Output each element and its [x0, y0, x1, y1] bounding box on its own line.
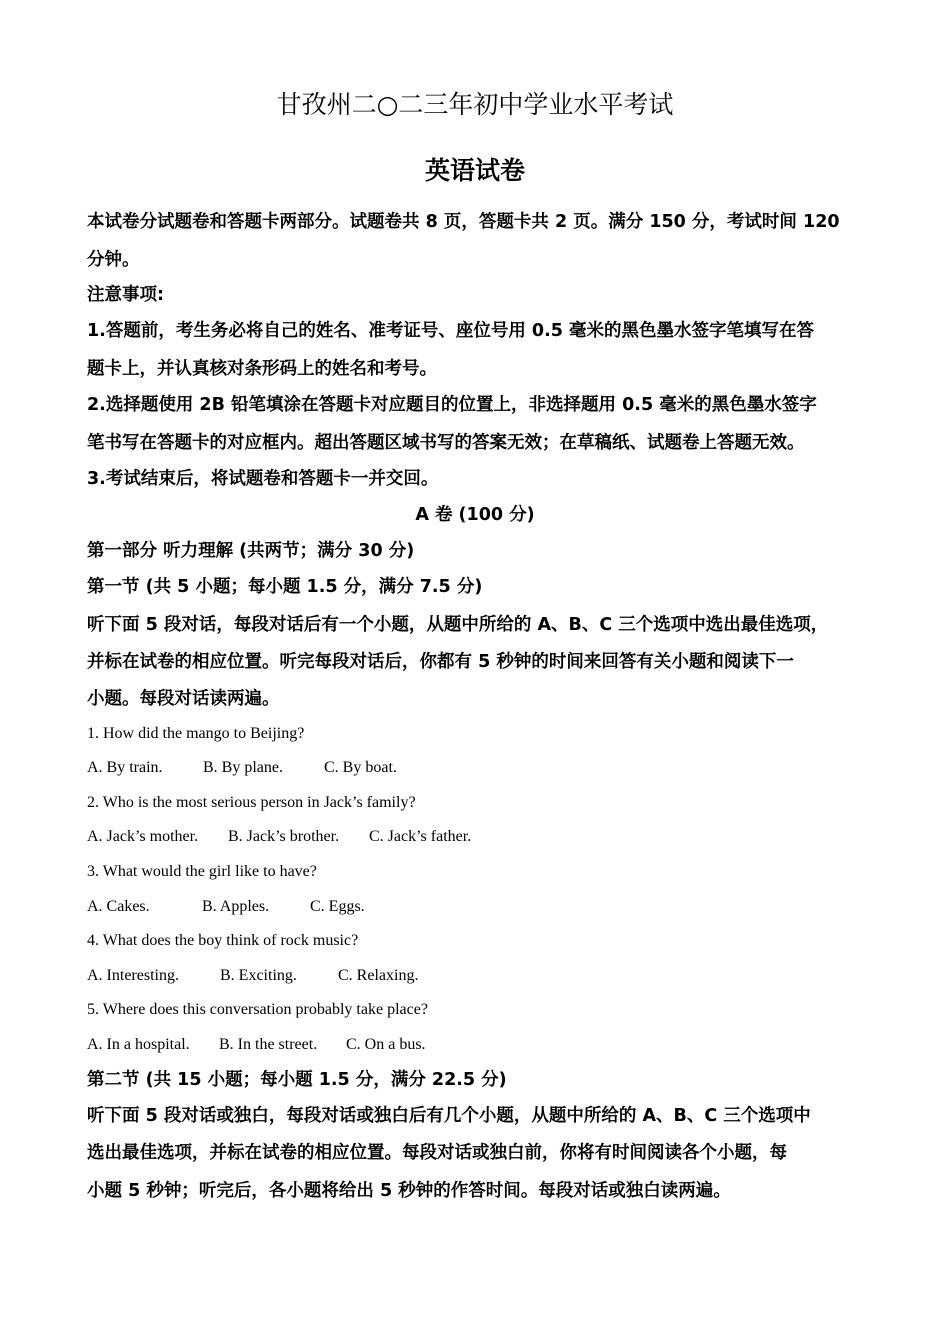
- section2-instruction: 听下面 5 段对话或独白，每段对话或独白后有几个小题，从题中所给的 A、B、C 三个选项中: [87, 1106, 811, 1126]
- section1-instruction: 听下面 5 段对话，每段对话后有一个小题，从题中所给的 A、B、C 三个选项中选出最佳选项，: [87, 615, 829, 635]
- section1-instruction: 小题。每段对话读两遍。: [87, 689, 280, 709]
- question-options: [87, 966, 887, 986]
- notice-line: 3.考试结束后，将试题卷和答题卡一并交回。: [87, 469, 439, 489]
- section2-instruction: 选出最佳选项，并标在试卷的相应位置。每段对话或独白前，你将有时间阅读各个小题，每: [87, 1143, 787, 1163]
- paper-a-heading: A 卷 (100 分): [415, 505, 535, 525]
- exam-title: 甘孜州二○二三年初中学业水平考试: [276, 90, 674, 119]
- section1-heading: 第一节 (共 5 小题；每小题 1.5 分，满分 7.5 分): [87, 577, 483, 597]
- intro-line: 本试卷分试题卷和答题卡两部分。试题卷共 8 页，答题卡共 2 页。满分 150 分，考试时间 120: [87, 212, 840, 232]
- option-a: A. By train.: [87, 759, 163, 776]
- question-text: 5. Where does this conversation probably take place?: [87, 1001, 428, 1018]
- notice-line: 1.答题前，考生务必将自己的姓名、准考证号、座位号用 0.5 毫米的黑色墨水签字笔填写在答: [87, 321, 815, 341]
- option-b: B. In the street.: [219, 1036, 318, 1053]
- option-b: B. By plane.: [203, 759, 283, 776]
- option-b: B. Apples.: [202, 898, 270, 915]
- question-text: 1. How did the mango to Beijing?: [87, 725, 305, 742]
- notice-line: 笔书写在答题卡的对应框内。超出答题区域书写的答案无效；在草稿纸、试题卷上答题无效。: [87, 433, 805, 453]
- option-c: C. By boat.: [324, 759, 397, 776]
- option-a: A. In a hospital.: [87, 1036, 190, 1053]
- notice-line: 题卡上，并认真核对条形码上的姓名和考号。: [87, 359, 437, 379]
- option-a: A. Cakes.: [87, 898, 150, 915]
- option-b: B. Jack’s brother.: [228, 828, 340, 845]
- notice-heading: 注意事项:: [87, 285, 164, 305]
- question-text: 3. What would the girl like to have?: [87, 863, 317, 880]
- question-options: [87, 827, 887, 847]
- section2-heading: 第二节 (共 15 小题；每小题 1.5 分，满分 22.5 分): [87, 1070, 507, 1090]
- question-options: [87, 1035, 887, 1055]
- notice-line: 2.选择题使用 2B 铅笔填涂在答题卡对应题目的位置上，非选择题用 0.5 毫米的黑色墨水签字: [87, 395, 817, 415]
- option-c: C. Eggs.: [310, 898, 365, 915]
- option-a: A. Interesting.: [87, 967, 179, 984]
- option-a: A. Jack’s mother.: [87, 828, 199, 845]
- option-c: C. On a bus.: [346, 1036, 426, 1053]
- section1-instruction: 并标在试卷的相应位置。听完每段对话后，你都有 5 秒钟的时间来回答有关小题和阅读下一: [87, 652, 794, 672]
- question-options: [87, 897, 887, 917]
- section2-instruction: 小题 5 秒钟；听完后，各小题将给出 5 秒钟的作答时间。每段对话或独白读两遍。: [87, 1181, 731, 1201]
- option-c: C. Jack’s father.: [369, 828, 472, 845]
- option-b: B. Exciting.: [220, 967, 297, 984]
- exam-subtitle: 英语试卷: [424, 156, 525, 185]
- option-c: C. Relaxing.: [338, 967, 419, 984]
- question-text: 2. Who is the most serious person in Jack’s family?: [87, 794, 416, 811]
- part1-heading: 第一部分 听力理解 (共两节；满分 30 分): [87, 541, 415, 561]
- intro-line: 分钟。: [87, 250, 140, 270]
- question-text: 4. What does the boy think of rock music?: [87, 932, 359, 949]
- question-options: [87, 758, 887, 778]
